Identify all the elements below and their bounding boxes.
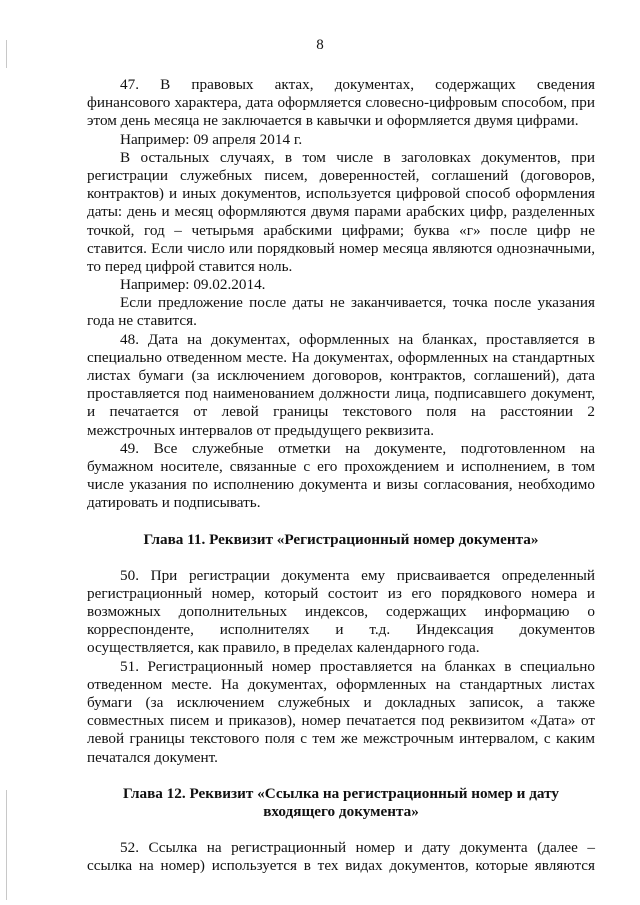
paragraph-51	[87, 658, 595, 767]
text-line: даты: день и месяц оформляются двумя парами арабских цифр, разделенных	[87, 203, 595, 221]
page-number: 8	[316, 37, 324, 53]
chapter-11-heading: Глава 11. Реквизит «Регистрационный номер документа»	[143, 530, 539, 548]
text-line: и печатается от левой границы текстового поля на расстоянии 2	[87, 403, 595, 421]
text-line: 48. Дата на документах, оформленных на бланках, проставляется в	[120, 330, 595, 348]
text-line: финансового характера, дата оформляется словесно-цифровым способом, при	[87, 94, 595, 112]
chapter-12-heading-line-2: входящего документа»	[263, 802, 419, 820]
paragraph-49	[87, 440, 595, 513]
text-line: регистрации служебных писем, доверенностей, соглашений (договоров,	[87, 166, 595, 184]
chapter-12-heading-line-1: Глава 12. Реквизит «Ссылка на регистрационный номер и дату	[123, 784, 559, 802]
text-line: числе указания по исполнению документа и визы согласования, необходимо	[87, 476, 595, 494]
text-line: года не ставится.	[87, 312, 197, 330]
paragraph-50	[87, 567, 595, 658]
spacer	[87, 821, 595, 839]
text-line: Например: 09 апреля 2014 г.	[120, 130, 303, 148]
spacer	[87, 549, 595, 567]
text-line: регистрационный номер, который состоит из его порядкового номера и	[87, 584, 595, 602]
text-line: ставится. Если число или порядковый номер месяца являются однозначными,	[87, 239, 595, 257]
text-line: проставляется под наименованием должности лица, подписавшего документ,	[87, 385, 595, 403]
text-line: 50. При регистрации документа ему присваивается определенный	[120, 566, 595, 584]
text-line: датировать и подписывать.	[87, 494, 261, 512]
text-line: 47. В правовых актах, документах, содержащих сведения	[120, 76, 595, 93]
paragraph-47	[87, 76, 595, 331]
text-line: межстрочных интервалов от предыдущего реквизита.	[87, 421, 435, 439]
spacer	[87, 767, 595, 785]
document-body	[87, 76, 595, 876]
text-line: корреспонденте, исполнителях и т.д. Индексация документов	[87, 621, 595, 639]
spacer	[87, 513, 595, 531]
text-line: этом день месяца не заключается в кавычки и оформляется двумя цифрами.	[87, 112, 579, 130]
paragraph-52	[87, 839, 595, 875]
text-line: осуществляется, как правило, в пределах календарного года.	[87, 639, 480, 657]
paragraph-48	[87, 331, 595, 440]
text-line: 52. Ссылка на регистрационный номер и дату документа (далее –	[120, 839, 595, 857]
text-line: левой границы текстового поля с тем же межстрочным интервалом, с каким	[87, 730, 595, 748]
text-line: печатался документ.	[87, 748, 218, 766]
text-line: листах бумаги (за исключением договоров, контрактов, соглашений), дата	[87, 367, 595, 384]
text-line: точкой, год – четырьмя арабскими цифрами; буква «г» после цифр не	[87, 221, 595, 239]
text-line: 51. Регистрационный номер проставляется на бланках в специально	[120, 657, 595, 675]
text-line: Например: 09.02.2014.	[120, 276, 266, 294]
text-line: отведенном месте. На документах, оформленных на стандартных листах	[87, 675, 595, 693]
text-line: В остальных случаях, в том числе в заголовках документов, при	[120, 148, 595, 166]
text-line: возможных дополнительных индексов, содержащих информацию о	[87, 603, 595, 621]
text-line: Если предложение после даты не заканчивается, точка после указания	[120, 294, 595, 312]
scan-edge-mark	[6, 790, 7, 900]
text-line: контрактов) и иных документов, используется цифровой способ оформления	[87, 185, 595, 203]
text-line: совместных писем и приказов), номер печатается под реквизитом «Дата» от	[87, 712, 595, 730]
text-line: специально отведенном месте. На документах, оформленных на стандартных	[87, 348, 595, 366]
text-line: 49. Все служебные отметки на документе, подготовленном на	[120, 439, 595, 457]
text-line: бумаги (за исключением служебных и докладных записок, а также	[87, 694, 595, 711]
text-line: ссылка на номер) используется в тех видах документов, которые являются	[87, 857, 595, 875]
text-line: бумажном носителе, связанные с его прохождением и исполнением, в том	[87, 457, 595, 475]
text-line: то перед цифрой ставится ноль.	[87, 257, 293, 275]
